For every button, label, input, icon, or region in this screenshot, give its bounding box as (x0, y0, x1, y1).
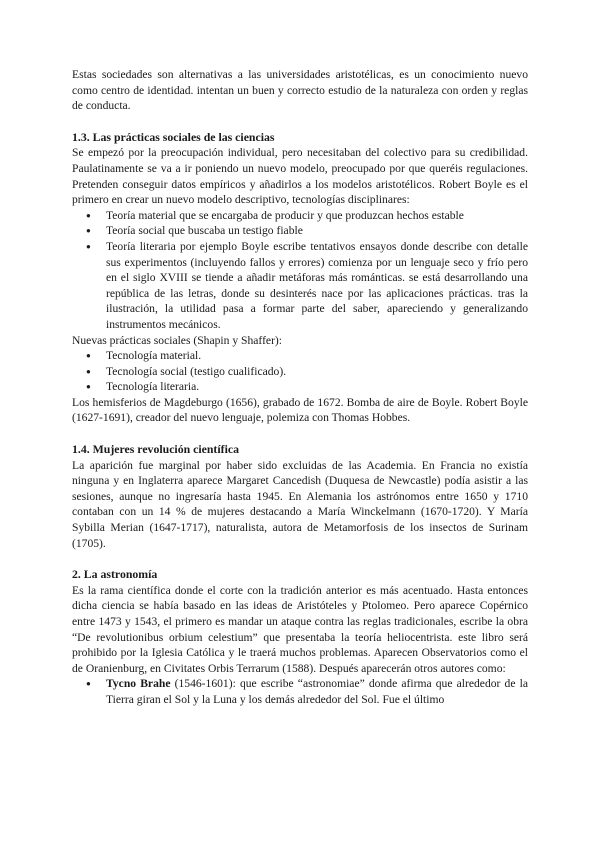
section-heading-1-4: 1.4. Mujeres revolución científica (72, 442, 239, 457)
intro-paragraph: Estas sociedades son alternativas a las universidades aristotélicas, es un conocimiento nuevo como centro de identidad. intentan un buen y correcto estudio de la naturaleza con orden y reglas de conducta. (72, 68, 528, 113)
list-item: ● Tecnología social (testigo cualificado). (106, 364, 528, 380)
practices-list (72, 348, 528, 395)
spacer (72, 426, 528, 442)
section-2-paragraph: Es la rama científica donde el corte con la tradición anterior es más acentuado. Hasta entonces dicha ciencia se había basado en las ideas de Aristóteles y Ptolomeo. Pero aparece Copérnico entre 1473 y 1543, el primero es mandar un ataque contra las reglas tradicionales, escribe la obra “De revolutionibus orbium celestium” que presentaba la teoría heliocentrista. este libro será prohibido por la Iglesia Católica y le traerá muchos problemas. Aparecen Observatorios como el de Oranienburg, en Civitates Orbis Terrarum (1588). Después aparecerán otros autores como: (72, 583, 528, 675)
section-heading-2: 2. La astronomía (72, 567, 158, 582)
authors-list (72, 676, 528, 707)
section-1-3-paragraph: Se empezó por la preocupación individual, pero necesitaban del colectivo para su credibilidad. Paulatinamente se va a ir poniendo un nuevo modelo, preocupado por que queréis regulaciones. Pretenden conseguir datos empíricos y añadirlos a los modelos aristotélicos. Robert Boyle es el primero en crear un nuevo modelo descriptivo, tecnologías disciplinares: (72, 146, 528, 207)
spacer (72, 551, 528, 567)
list-item: ● Tecnología literaria. (106, 379, 528, 395)
author-name: Tycno Brahe (106, 677, 171, 691)
section-1-4-paragraph: La aparición fue marginal por haber sido excluidas de las Academia. En Francia no existía ninguna y en Inglaterra aparece Margaret Cancedish (Duquesa de Newcastle) podía asistir a las sesiones, aunque no ingresaría hasta 1945. En Alemania los astrónomos entre 1650 y 1710 contaban con un 14 % de mujeres destacando a María Winckelmann (1670-1720). Y María Sybilla Merian (1647-1717), naturalista, autora de Metamorfosis de los insectos de Surinam (1705). (72, 458, 528, 550)
list-item: ● Teoría social que buscaba un testigo fiable (106, 223, 528, 239)
list-item: ● Teoría literaria por ejemplo Boyle escribe tentativos ensayos donde describe con detalle sus experimentos (incluyendo fallos y errores) comienza por un lenguaje seco y frío pero en el siglo XVIII se tiende a añadir metáforas más románticas. se está desarrollando una república de las letras, donde su desinterés nace por las aplicaciones prácticas. tras la ilustración, la utilidad pasa a formar parte del saber, apareciendo y generalizando instrumentos mecánicos. (106, 239, 528, 333)
theory-list (72, 208, 528, 333)
spacer (72, 114, 528, 130)
document-page (72, 67, 528, 708)
author-text: (1546-1601): que escribe “astronomiae” donde afirma que alrededor de la Tierra giran el Sol y la Luna y los demás alrededor del Sol. Fue el último (106, 677, 529, 706)
list-item: ● Teoría material que se encargaba de producir y que produzcan hechos estable (106, 208, 528, 224)
section-heading-1-3: 1.3. Las prácticas sociales de las ciencias (72, 129, 275, 144)
list-item (106, 676, 528, 707)
list-item: ● Tecnología material. (106, 348, 528, 364)
section-1-3-closing: Los hemisferios de Magdeburgo (1656), grabado de 1672. Bomba de aire de Boyle. Robert Boyle (1627-1691), creador del nuevo lenguaje, polemiza con Thomas Hobbes. (72, 395, 528, 425)
practices-subheading: Nuevas prácticas sociales (Shapin y Shaffer): (72, 333, 283, 347)
